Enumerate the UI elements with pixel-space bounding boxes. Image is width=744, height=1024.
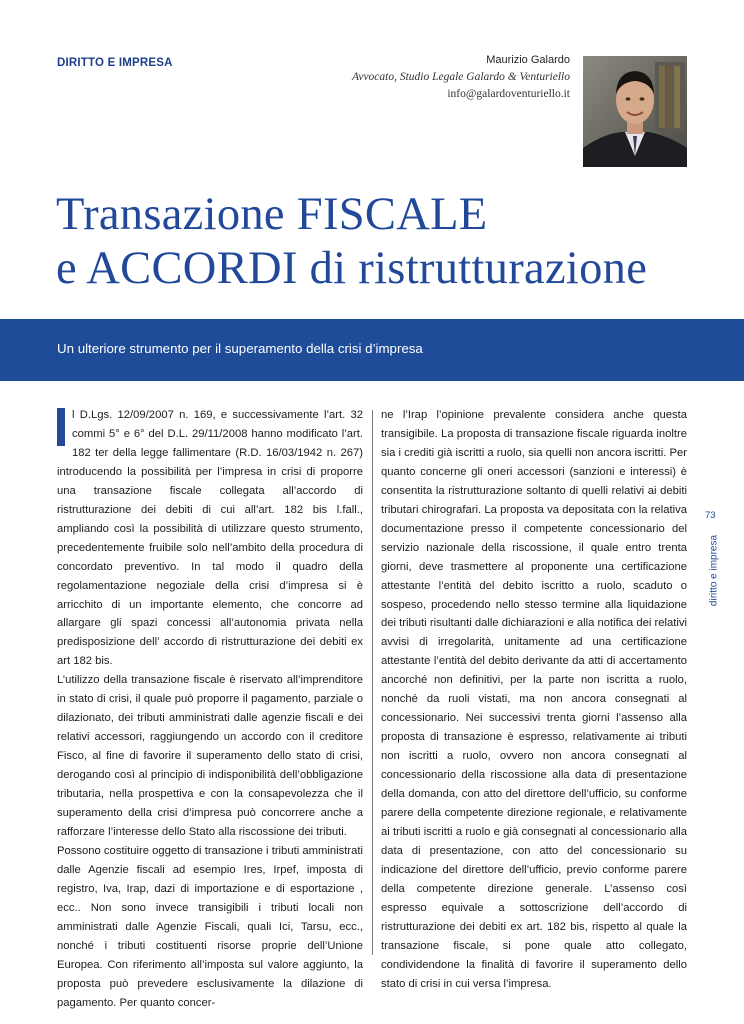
column-divider [372,410,373,955]
body-paragraph: L’utilizzo della transazione fiscale è riservato all’imprenditore in stato di crisi, il quale può proporre il pagamento, parziale o dilazionato, dei tributi amministrati dalle agenzie fiscali e dei relativi accessori, raggiungendo un accordo con il creditore Fisco, al fine di favorire il superamento dello stato di crisi, derogando così al principio di indisponibilità dell’obbligazione tributaria, nella prospettiva e con la consapevolezza che il superamento della crisi d’impresa può concorrere anche a rafforzare l’interesse dello Stato alla riscossione dei tributi. [57,674,363,838]
article-subtitle: Un ulteriore strumento per il superamento della crisi d’impresa [57,341,423,356]
author-email[interactable]: info@galardoventuriello.it [447,88,570,100]
author-block [230,52,570,103]
article-column-right [381,406,687,994]
article-title [56,188,716,296]
article-title-line-2: e ACCORDI di ristrutturazione [56,243,648,294]
section-tag: DIRITTO E IMPRESA [57,57,173,69]
author-role: Avvocato, Studio Legale Galardo & Venturiello [351,71,570,83]
drop-cap [57,408,65,446]
author-photo [583,56,687,167]
article-column-left [57,406,363,1013]
body-paragraph: Possono costituire oggetto di transazione i tributi amministrati dalle Agenzie fiscali ad esempio Ires, Irpef, imposta di registro, Iva, Irap, dazi di importazione e di esportazione , ecc.. Non sono invece transigibili i tributi locali non amministrati dalle Agenzie Fiscali, quali Ici, Tarsu, ecc., nonché i tributi costituenti risorse proprie dell’Unione Europea. Con riferimento all’imposta sul valore aggiunto, la proposta può prevedere esclusivamente la dilazione di pagamento. Per quanto concer- [57,844,363,1009]
body-paragraph: l D.Lgs. 12/09/2007 n. 169, e successivamente l’art. 32 commi 5° e 6° del D.L. 29/11/2008 hanno modificato l’art. 182 ter della legge fallimentare (R.D. 16/03/1942 n. 267) introducendo la possibilità per l’impresa in crisi di proporre una transazione fiscale collegata all’accordo di ristrutturazione dei debiti di cui all’art. 182 bis l.fall., ampliando così la possibilità di utilizzare questo strumento, precedentemente fruibile solo nell’ambito della procedura di concordato preventivo. In tal modo il quadro della regolamentazione negoziale della crisi d’impresa si è arricchito di un importante elemento, che concorre ad allargare gli spazi concessi all’autonomia privata nella predisposizione dell’ accordo di ristrutturazione dei debiti ex art 182 bis. [57,409,363,668]
page-number: 73 [705,510,716,521]
author-portrait-image [583,56,687,167]
author-name: Maurizio Galardo [486,54,570,66]
article-title-line-1: Transazione FISCALE [56,189,488,240]
side-section-label-text: diritto e impresa [708,534,720,607]
body-paragraph: ne l’Irap l’opinione prevalente considera anche questa transigibile. La proposta di transazione fiscale riguarda inoltre sia i crediti già iscritti a ruolo, sia quelli non ancora iscritti. Per quanto concerne gli oneri accessori (sanzioni e interessi) è consentita la ristrutturazione soltanto di quelli relativi ai debiti tributari chirografari. La proposta va depositata con la relativa documentazione presso il competente concessionario del servizio nazionale della riscossione, il quale entro trenta giorni, deve trasmettere al proponente una certificazione attestante l’entità del debito iscritto a ruolo, scaduto o sospeso, procedendo nello stesso termine alla liquidazione dei tributi risultanti dalle dichiarazioni e alla notifica dei relativi avvisi di irregolarità, unitamente ad una certificazione attestante l’entità del debito derivante da atti di accertamento ancorché non definitivi, per la parte non iscritta a ruolo, nonché da ruoli vistati, ma non ancora consegnati al concessionario. Nei successivi trenta giorni l’assenso alla proposta di transazione è espresso, relativamente ai tributi non iscritti a ruolo, ovvero non ancora consegnati al concessionario della riscossione alla data di presentazione della domanda, con atto del direttore dell’ufficio, su conforme parere della competente direzione regionale, e relativamente ai tributi iscritti a ruolo e già consegnati al concessionario alla data di presentazione, con atto del concessionario su indicazione del direttore dell’ufficio, previo conforme parere della competente direzione generale. L’assenso così espresso equivale a sottoscrizione dell’accordo di ristrutturazione dei debiti ex art. 182 bis, rispetto al quale la transazione fiscale, si pone quale atto collegato, condividendone la finalità di favorire il superamento dello stato di crisi in cui versa l’impresa. [381,409,687,990]
subtitle-band [0,319,744,381]
